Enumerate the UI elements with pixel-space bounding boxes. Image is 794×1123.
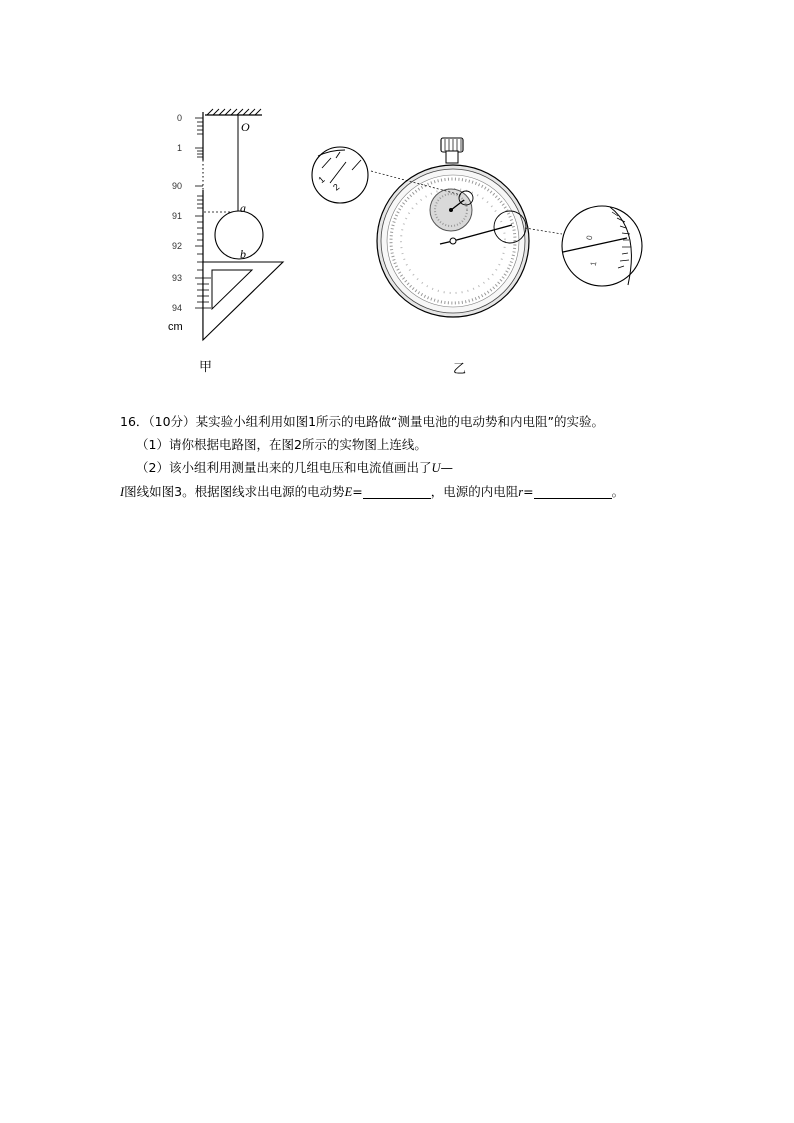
stopwatch	[312, 138, 642, 317]
ruler-tick-92: 92	[172, 241, 183, 251]
comma-text: ，电源的内电阻	[430, 484, 519, 499]
var-r: r	[518, 485, 524, 499]
answer-blank-r[interactable]	[534, 484, 612, 499]
ruler-tick-93: 93	[172, 273, 183, 283]
ruler-unit: cm	[168, 321, 183, 333]
ruler-tick-90: 90	[172, 181, 183, 191]
figure-label-right: 乙	[453, 362, 467, 377]
figure-label-left: 甲	[199, 360, 213, 375]
part-2-text-a: （2）该小组利用测量出来的几组电压和电流值画出了	[136, 460, 432, 475]
ruler-tick-91: 91	[172, 211, 183, 221]
svg-text:1: 1	[316, 174, 327, 186]
question-intro: 某实验小组利用如图1所示的电路做“测量电池的电动势和内电阻”的实验。	[195, 414, 604, 429]
pendulum-bob	[215, 211, 263, 259]
ruler-tick-1: 1	[177, 143, 183, 153]
experiment-figure	[0, 0, 794, 400]
svg-text:2: 2	[331, 181, 342, 193]
part-2-text-b: 图线如图3。根据图线求出电源的电动势	[124, 484, 345, 499]
period: 。	[611, 484, 625, 499]
question-part-2-line1	[120, 456, 720, 480]
point-a-label: a	[240, 201, 246, 215]
ruler-tick-94: 94	[172, 303, 183, 313]
var-u: U	[431, 461, 441, 475]
question-number: 16．（10分）	[120, 414, 196, 429]
question-16	[120, 410, 720, 504]
var-e: E	[344, 485, 353, 499]
equals-r: =	[523, 484, 534, 499]
answer-blank-e[interactable]	[363, 484, 431, 499]
question-intro-line	[120, 410, 720, 433]
point-o-label: O	[241, 120, 250, 134]
equals-e: =	[352, 484, 363, 499]
set-square	[203, 262, 283, 340]
svg-text:0: 0	[584, 234, 595, 241]
svg-text:1: 1	[588, 260, 599, 267]
pendulum-apparatus	[168, 109, 283, 340]
ruler-tick-0: 0	[177, 113, 183, 123]
question-part-1: （1）请你根据电路图，在图2所示的实物图上连线。	[136, 437, 427, 452]
var-i: I	[120, 485, 125, 499]
question-part-2-line2	[120, 480, 720, 504]
dash: —	[440, 460, 453, 475]
point-b-label: b	[240, 247, 246, 261]
